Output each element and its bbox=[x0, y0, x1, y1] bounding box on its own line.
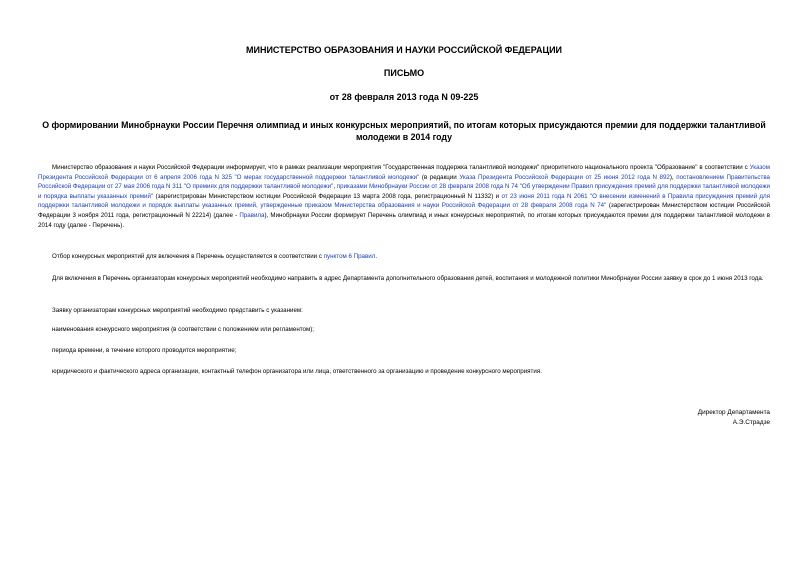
paragraph-1: Министерство образования и науки Российской Федерации информирует, что в рамках реализации мероприятия "Государственная поддержка талантливой молодежи" приоритетного национального проекта "Образование" в соответствии с Указом Президента Российской Федерации от 6 апреля 2006 года N 325 "О мерах государственной поддержки талантливой молодежи" (в редакции Указа Президента Российской Федерации от 25 июня 2012 года N 892), постановлением Правительства Российской Федерации от 27 мая 2006 года N 311 "О премиях для поддержки талантливой молодежи", приказами Минобрнауки России от 28 февраля 2008 года N 74 "Об утверждении Правил присуждения премий для поддержки талантливой молодежи и порядка выплаты указанных премий" (зарегистрирован Министерством юстиции Российской Федерации 13 марта 2008 года, регистрационный N 11332) и от 23 июня 2011 года N 2061 "О внесении изменений в Правила присуждения премий для поддержки талантливой молодежи и порядок выплаты указанных премий, утвержденные приказом Министерства образования и науки Российской Федерации от 28 февраля 2008 года N 74" (зарегистрирован Министерством юстиции Российской Федерации 3 ноября 2011 года, регистрационный N 22214) (далее - Правила), Минобрнауки России формирует Перечень олимпиад и иных конкурсных мероприятий, по итогам которых присуждаются премии для поддержки талантливой молодежи в 2014 году (далее - Перечень). bbox=[38, 164, 770, 229]
date-number: от 28 февраля 2013 года N 09-225 bbox=[329, 92, 479, 102]
paragraph-3: Для включения в Перечень организаторам конкурсных мероприятий необходимо направить в адрес Департамента дополнительного образования детей, воспитания и молодежной политики Минобрнауки России заявку в срок до 1 июня 2013 года. bbox=[52, 275, 764, 282]
link-rules-item-6[interactable]: пунктом 6 Правил bbox=[323, 253, 376, 260]
ministry-heading: МИНИСТЕРСТВО ОБРАЗОВАНИЯ И НАУКИ РОССИЙСКОЙ ФЕДЕРАЦИИ bbox=[245, 45, 563, 55]
link-order-74[interactable]: приказами Минобрнауки России от 28 февраля 2008 года N 74 "Об утверждении Правил присуждения премий для поддержки талантливой молодежи и порядка выплаты указанных премий" bbox=[38, 183, 770, 200]
link-rules[interactable]: Правила bbox=[239, 211, 265, 219]
document-subject: О формировании Минобрнауки России Перечня олимпиад и иных конкурсных мероприятий, по итогам которых присуждаются премии для поддержки талантливой молодежи в 2014 году bbox=[42, 120, 766, 142]
link-order-2061[interactable]: от 23 июня 2011 года N 2061 "О внесении изменений в Правила присуждения премий для поддержки талантливой молодежи и порядок выплаты указанных премий, утвержденные приказом Министерства образования и науки Российской Федерации от 28 февраля 2008 года N 74" bbox=[38, 192, 770, 210]
paragraph-2: Отбор конкурсных мероприятий для включения в Перечень осуществляется в соответствии с пунктом 6 Правил. bbox=[52, 253, 378, 260]
document-type: ПИСЬМО bbox=[383, 68, 425, 78]
signature-name: А.Э.Страдзе bbox=[732, 419, 770, 426]
link-decree-325[interactable]: Указом Президента Российской Федерации от 6 апреля 2006 года N 325 "О мерах государственной поддержки талантливой молодежи" bbox=[38, 164, 770, 181]
list-item: юридического и фактического адреса организации, контактный телефон организатора или лица, ответственного за организацию и проведение конкурсного мероприятия. bbox=[52, 368, 542, 375]
link-decree-892[interactable]: Указа Президента Российской Федерации от 25 июня 2012 года N 892 bbox=[459, 173, 670, 181]
link-resolution-311[interactable]: постановлением Правительства Российской Федерации от 27 мая 2006 года N 311 "О премиях для поддержки талантливой молодежи" bbox=[38, 173, 770, 191]
list-item: периода времени, в течение которого проводится мероприятие; bbox=[52, 347, 237, 354]
paragraph-4: Заявку организаторам конкурсных мероприятий необходимо представить с указанием: bbox=[52, 307, 303, 314]
signature-position: Директор Департамента bbox=[697, 409, 770, 416]
list-item: наименования конкурсного мероприятия (в соответствии с положением или регламентом); bbox=[52, 326, 315, 333]
